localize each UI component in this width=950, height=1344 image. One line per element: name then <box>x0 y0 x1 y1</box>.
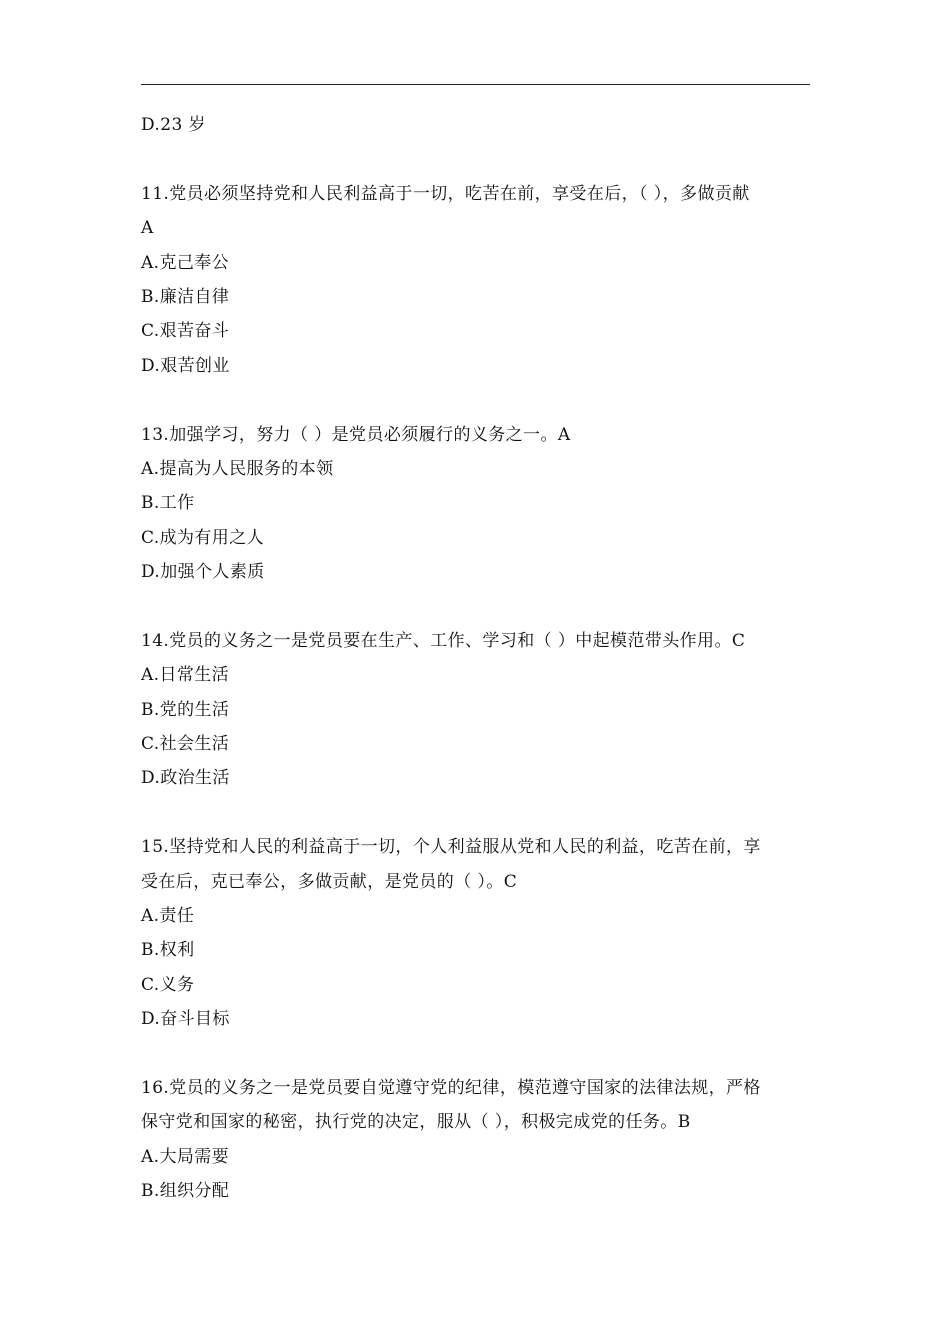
option-d: D.政治生活 <box>141 768 230 789</box>
option-b: B.党的生活 <box>141 699 230 720</box>
question-14 <box>141 624 810 796</box>
option-a: A.大局需要 <box>141 1146 230 1167</box>
question-stem-line-1: 15.坚持党和人民的利益高于一切，个人利益服从党和人民的利益，吃苦在前，享 <box>141 837 761 858</box>
option-c: C.成为有用之人 <box>141 527 265 548</box>
option-c: C.艰苦奋斗 <box>141 321 230 342</box>
option-b: B.工作 <box>141 493 195 514</box>
spacer <box>141 589 810 623</box>
question-stem: 14.党员的义务之一是党员要在生产、工作、学习和（ ）中起模范带头作用。C <box>141 630 746 651</box>
option-d: D.加强个人素质 <box>141 562 265 583</box>
question-stem-line-2: 保守党和国家的秘密，执行党的决定，服从（ ），积极完成党的任务。B <box>141 1112 691 1133</box>
option-d-prev: D.23 岁 <box>141 115 206 135</box>
option-b: B.组织分配 <box>141 1181 230 1202</box>
spacer <box>141 796 810 830</box>
option-a: A.日常生活 <box>141 665 230 686</box>
question-15 <box>141 830 810 1036</box>
option-c: C.社会生活 <box>141 734 230 755</box>
option-b: B.权利 <box>141 940 195 961</box>
header-rule <box>141 84 810 85</box>
question-16 <box>141 1071 810 1209</box>
option-a: A.提高为人民服务的本领 <box>141 458 334 479</box>
question-stem-line-1: 16.党员的义务之一是党员要自觉遵守党的纪律，模范遵守国家的法律法规，严格 <box>141 1077 761 1098</box>
question-answer: A <box>141 218 154 239</box>
option-c: C.义务 <box>141 974 195 995</box>
question-stem-line-2: 受在后，克已奉公，多做贡献，是党员的（ ）。C <box>141 871 518 892</box>
question-13 <box>141 418 810 590</box>
spacer <box>141 142 810 176</box>
option-d: D.艰苦创业 <box>141 355 230 376</box>
option-d: D.奋斗目标 <box>141 1009 230 1030</box>
option-b: B.廉洁自律 <box>141 286 230 307</box>
question-stem: 13.加强学习，努力（ ）是党员必须履行的义务之一。A <box>141 424 571 445</box>
question-11 <box>141 177 810 383</box>
spacer <box>141 383 810 417</box>
question-list <box>141 108 810 1209</box>
spacer <box>141 1037 810 1071</box>
option-a: A.克己奉公 <box>141 252 230 273</box>
question-stem: 11.党员必须坚持党和人民利益高于一切，吃苦在前，享受在后，（ ），多做贡献 <box>141 183 750 204</box>
option-a: A.责任 <box>141 905 195 926</box>
